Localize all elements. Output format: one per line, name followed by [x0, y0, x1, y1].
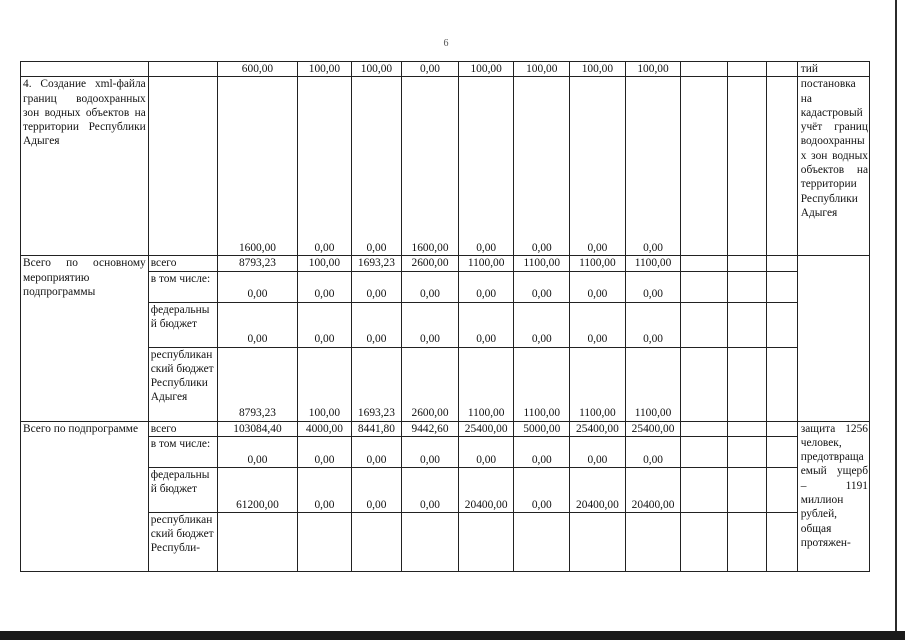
value-cell: 1600,00	[217, 77, 297, 256]
value-cell: 20400,00	[458, 467, 514, 512]
value-cell: 0,00	[298, 467, 352, 512]
result-cell: защита 1256 человек, предотвращаемый ущерб – 1191 миллион рублей, общая протяжен-	[797, 421, 869, 571]
value-cell: 0,00	[402, 302, 459, 347]
value-cell: 8793,23	[217, 256, 297, 271]
value-cell: 20400,00	[570, 467, 626, 512]
value-cell: 1693,23	[351, 256, 401, 271]
table-row	[21, 62, 870, 77]
value-cell: 0,00	[298, 77, 352, 256]
empty-cell	[681, 77, 727, 256]
empty-cell	[766, 512, 797, 571]
table-row	[21, 347, 870, 421]
value-cell: 1693,23	[351, 347, 401, 421]
value-cell: 0,00	[298, 271, 352, 302]
empty-cell	[681, 347, 727, 421]
value-cell: 0,00	[217, 302, 297, 347]
empty-cell	[766, 256, 797, 271]
empty-cell	[766, 421, 797, 436]
value-cell: 103084,40	[217, 421, 297, 436]
label-cell: в том числе:	[148, 436, 217, 467]
empty-cell	[766, 302, 797, 347]
value-cell	[514, 512, 570, 571]
value-cell: 0,00	[625, 271, 681, 302]
value-cell: 0,00	[351, 77, 401, 256]
value-cell: 1100,00	[625, 347, 681, 421]
value-cell: 0,00	[351, 467, 401, 512]
empty-cell	[681, 436, 727, 467]
value-cell	[402, 512, 459, 571]
value-cell: 61200,00	[217, 467, 297, 512]
empty-cell	[727, 271, 766, 302]
empty-cell	[681, 271, 727, 302]
value-cell: 100,00	[298, 347, 352, 421]
result-cell	[797, 256, 869, 421]
empty-cell	[766, 467, 797, 512]
result-cell: тий	[797, 62, 869, 77]
value-cell: 0,00	[514, 467, 570, 512]
empty-cell	[727, 62, 766, 77]
empty-cell	[766, 271, 797, 302]
value-cell: 100,00	[351, 62, 401, 77]
page-number: 6	[443, 38, 449, 49]
value-cell: 1600,00	[402, 77, 459, 256]
scan-edge	[895, 0, 897, 631]
table-row	[21, 467, 870, 512]
value-cell: 0,00	[514, 271, 570, 302]
empty-cell	[766, 347, 797, 421]
value-cell: 9442,60	[402, 421, 459, 436]
empty-cell	[766, 77, 797, 256]
value-cell: 100,00	[570, 62, 626, 77]
value-cell: 0,00	[625, 302, 681, 347]
value-cell: 0,00	[570, 77, 626, 256]
value-cell: 1100,00	[625, 256, 681, 271]
value-cell: 1100,00	[514, 256, 570, 271]
empty-cell	[727, 302, 766, 347]
value-cell: 0,00	[458, 302, 514, 347]
table-row	[21, 271, 870, 302]
label-cell	[148, 77, 217, 256]
value-cell: 1100,00	[458, 347, 514, 421]
empty-cell	[727, 467, 766, 512]
total-name-cell: Всего по основному мероприятию подпрограммы	[21, 256, 149, 421]
value-cell: 20400,00	[625, 467, 681, 512]
value-cell: 100,00	[514, 62, 570, 77]
empty-cell	[681, 256, 727, 271]
value-cell: 1100,00	[570, 347, 626, 421]
value-cell: 2600,00	[402, 256, 459, 271]
value-cell: 0,00	[514, 77, 570, 256]
value-cell	[217, 512, 297, 571]
value-cell: 0,00	[217, 436, 297, 467]
label-cell	[148, 62, 217, 77]
value-cell: 100,00	[625, 62, 681, 77]
value-cell: 8793,23	[217, 347, 297, 421]
value-cell: 0,00	[514, 436, 570, 467]
label-cell: всего	[148, 256, 217, 271]
label-cell: в том числе:	[148, 271, 217, 302]
value-cell: 25400,00	[458, 421, 514, 436]
result-cell: постановка на кадастровый учёт границ водоохранных зон водных объектов на территории Республики Адыгея	[797, 77, 869, 256]
empty-cell	[727, 256, 766, 271]
value-cell: 0,00	[217, 271, 297, 302]
table-row	[21, 302, 870, 347]
value-cell: 25400,00	[570, 421, 626, 436]
value-cell: 0,00	[402, 467, 459, 512]
value-cell: 0,00	[458, 77, 514, 256]
value-cell: 0,00	[402, 271, 459, 302]
value-cell: 0,00	[298, 302, 352, 347]
value-cell: 2600,00	[402, 347, 459, 421]
empty-cell	[681, 512, 727, 571]
value-cell: 25400,00	[625, 421, 681, 436]
value-cell: 0,00	[458, 436, 514, 467]
value-cell: 4000,00	[298, 421, 352, 436]
value-cell: 1100,00	[458, 256, 514, 271]
empty-cell	[681, 421, 727, 436]
value-cell	[570, 512, 626, 571]
value-cell	[351, 512, 401, 571]
table-row	[21, 512, 870, 571]
table-row	[21, 77, 870, 256]
value-cell: 0,00	[458, 271, 514, 302]
task-name-cell: 4. Создание xml-файла границ водоохранных зон водных объектов на территории Республики Адыгея	[21, 77, 149, 256]
empty-cell	[727, 77, 766, 256]
empty-cell	[681, 302, 727, 347]
empty-cell	[681, 62, 727, 77]
empty-cell	[766, 62, 797, 77]
value-cell: 0,00	[351, 436, 401, 467]
value-cell: 100,00	[298, 62, 352, 77]
value-cell: 1100,00	[514, 347, 570, 421]
value-cell	[458, 512, 514, 571]
label-cell: республиканский бюджет Республи-	[148, 512, 217, 571]
value-cell: 0,00	[625, 77, 681, 256]
value-cell: 0,00	[351, 302, 401, 347]
value-cell: 0,00	[625, 436, 681, 467]
label-cell: республиканский бюджет Республики Адыгея	[148, 347, 217, 421]
value-cell: 0,00	[570, 271, 626, 302]
value-cell: 0,00	[402, 62, 459, 77]
label-cell: всего	[148, 421, 217, 436]
name-cell	[21, 62, 149, 77]
value-cell: 100,00	[298, 256, 352, 271]
table-row	[21, 421, 870, 436]
value-cell: 0,00	[298, 436, 352, 467]
empty-cell	[766, 436, 797, 467]
value-cell: 100,00	[458, 62, 514, 77]
value-cell: 0,00	[351, 271, 401, 302]
empty-cell	[727, 436, 766, 467]
table-row	[21, 436, 870, 467]
label-cell: федеральный бюджет	[148, 467, 217, 512]
empty-cell	[727, 421, 766, 436]
value-cell: 0,00	[570, 436, 626, 467]
total-name-cell: Всего по подпрограмме	[21, 421, 149, 571]
value-cell: 0,00	[514, 302, 570, 347]
value-cell: 1100,00	[570, 256, 626, 271]
value-cell: 8441,80	[351, 421, 401, 436]
value-cell: 0,00	[402, 436, 459, 467]
empty-cell	[727, 347, 766, 421]
empty-cell	[681, 467, 727, 512]
value-cell	[625, 512, 681, 571]
value-cell: 0,00	[570, 302, 626, 347]
value-cell	[298, 512, 352, 571]
table-row	[21, 256, 870, 271]
value-cell: 600,00	[217, 62, 297, 77]
empty-cell	[727, 512, 766, 571]
value-cell: 5000,00	[514, 421, 570, 436]
budget-table	[20, 61, 870, 572]
label-cell: федеральный бюджет	[148, 302, 217, 347]
scan-edge	[0, 631, 905, 640]
